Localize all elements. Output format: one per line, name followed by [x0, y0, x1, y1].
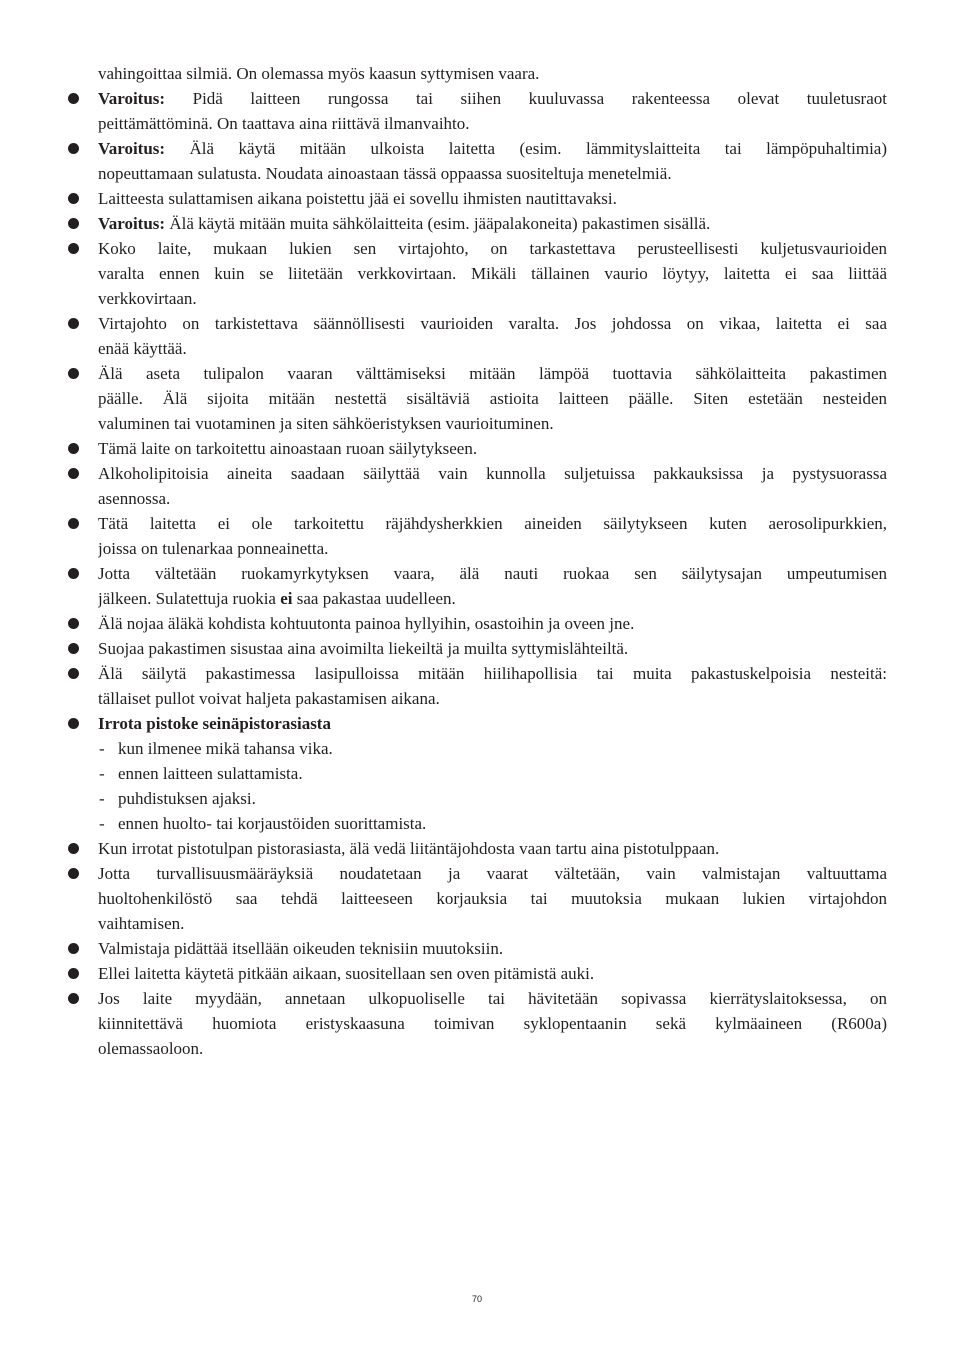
intro-text: vahingoittaa silmiä. On olemassa myös kaasun syttymisen vaara. [98, 64, 540, 83]
list-item-line [0, 836, 954, 861]
list-item-text [98, 336, 887, 361]
text-run: valuminen tai vuotaminen ja siten sähköeristyksen vaurioituminen. [98, 414, 554, 433]
text-run: asennossa. [98, 489, 171, 508]
list-item-line [0, 711, 954, 736]
list-item-line [0, 161, 954, 186]
text-run: nopeuttamaan sulatusta. Noudata ainoastaan tässä oppaassa suositeltuja menetelmiä. [98, 164, 672, 183]
text-run: Tätä laitetta ei ole tarkoitettu räjähdysherkkien aineiden säilytykseen kuten aerosolipurkkien, [98, 514, 887, 533]
text-run: Jotta turvallisuusmääräyksiä noudatetaan ja vaarat vältetään, vain valmistajan valtuuttama [98, 864, 887, 883]
dash-marker: - [99, 789, 105, 808]
bold-emphasis: ei [280, 589, 293, 608]
bullet-icon [68, 518, 79, 529]
text-run: jälkeen. Sulatettuja ruokia [98, 589, 281, 608]
list-item-line [0, 586, 954, 611]
list-item-line [0, 436, 954, 461]
text-run: Alkoholipitoisia aineita saadaan säilyttää vain kunnolla suljetuissa pakkauksissa ja pystysuorassa [98, 464, 887, 483]
list-item-line [0, 286, 954, 311]
sub-list-text: ennen laitteen sulattamista. [118, 764, 303, 783]
list-item-line [0, 511, 954, 536]
list-item-text [98, 836, 887, 861]
bold-label: Varoitus: [98, 139, 166, 158]
text-run: joissa on tulenarkaa ponneainetta. [98, 539, 329, 558]
sub-list-text: ennen huolto- tai korjaustöiden suorittamista. [118, 814, 427, 833]
bullet-icon [68, 218, 79, 229]
bullet-icon [68, 943, 79, 954]
list-item-text [98, 936, 887, 961]
list-item-line [0, 911, 954, 936]
list-item-text [98, 286, 887, 311]
list-item-line [0, 311, 954, 336]
list-item-line [0, 211, 954, 236]
list-item-text [98, 911, 887, 936]
intro-line [0, 61, 954, 86]
list-item-text [98, 161, 887, 186]
text-run: Ellei laitetta käytetä pitkään aikaan, suositellaan sen oven pitämistä auki. [98, 964, 595, 983]
text-run: vaihtamisen. [98, 914, 185, 933]
sub-list-item [0, 736, 954, 761]
list-item-line [0, 361, 954, 386]
list-item-line [0, 536, 954, 561]
bullet-icon [68, 368, 79, 379]
list-item-line [0, 986, 954, 1011]
bullet-icon [68, 443, 79, 454]
list-item-text [98, 536, 887, 561]
text-run: Jos laite myydään, annetaan ulkopuoliselle tai hävitetään sopivassa kierrätyslaitoksessa, on [98, 989, 887, 1008]
list-item-line [0, 486, 954, 511]
list-item-line [0, 861, 954, 886]
bullet-icon [68, 968, 79, 979]
text-run: Laitteesta sulattamisen aikana poistettu jää ei sovellu ihmisten nautittavaksi. [98, 189, 617, 208]
text-run: saa pakastaa uudelleen. [292, 589, 456, 608]
bullet-icon [68, 568, 79, 579]
list-item-line [0, 386, 954, 411]
text-run: Pidä laitteen rungossa tai siihen kuuluvassa rakenteessa olevat tuuletusraot [165, 89, 887, 108]
dash-marker: - [99, 814, 105, 833]
sub-list-text: kun ilmenee mikä tahansa vika. [118, 739, 333, 758]
bullet-icon [68, 993, 79, 1004]
list-item-line [0, 336, 954, 361]
list-item-line [0, 111, 954, 136]
list-item-text [98, 461, 887, 486]
list-item-text [98, 961, 887, 986]
list-item-line [0, 461, 954, 486]
list-item-text [98, 236, 887, 261]
list-item-text [98, 661, 887, 686]
bold-label: Irrota pistoke seinäpistorasiasta [98, 714, 331, 733]
list-item-text [98, 311, 887, 336]
list-item-text [98, 486, 887, 511]
sub-list-text: puhdistuksen ajaksi. [118, 789, 256, 808]
bold-label: Varoitus: [98, 214, 166, 233]
bullet-icon [68, 643, 79, 654]
list-item-text [98, 1011, 887, 1036]
sub-list-item [0, 786, 954, 811]
text-run: Kun irrotat pistotulpan pistorasiasta, älä vedä liitäntäjohdosta vaan tartu aina pistotulppaan. [98, 839, 720, 858]
list-item-text [98, 361, 887, 386]
text-run: päälle. Älä sijoita mitään nestettä sisältäviä astioita laitteen päälle. Siten estetään nesteiden [98, 389, 887, 408]
sub-list-item [0, 761, 954, 786]
bullet-icon [68, 468, 79, 479]
list-item-line [0, 886, 954, 911]
list-item-line [0, 936, 954, 961]
list-item-line [0, 236, 954, 261]
list-item-text [98, 711, 887, 736]
list-item-line [0, 411, 954, 436]
list-item-line [0, 611, 954, 636]
list-item-line [0, 86, 954, 111]
bullet-icon [68, 618, 79, 629]
list-item-text [98, 111, 887, 136]
list-item-text [98, 686, 887, 711]
list-item-text [98, 636, 887, 661]
list-item-line [0, 636, 954, 661]
list-item-text [98, 586, 887, 611]
list-item-text [98, 86, 887, 111]
bullet-icon [68, 93, 79, 104]
dash-marker: - [99, 764, 105, 783]
bullet-icon [68, 718, 79, 729]
list-item-line [0, 661, 954, 686]
list-item-text [98, 436, 887, 461]
bullet-icon [68, 868, 79, 879]
list-item-text [98, 561, 887, 586]
list-item-text [98, 861, 887, 886]
text-run: Virtajohto on tarkistettava säännöllisesti vaurioiden varalta. Jos johdossa on vikaa, laitetta ei saa [98, 314, 887, 333]
text-run: verkkovirtaan. [98, 289, 197, 308]
bullet-icon [68, 243, 79, 254]
bullet-icon [68, 668, 79, 679]
list-item-line [0, 136, 954, 161]
list-item-line [0, 186, 954, 211]
list-item-text [98, 136, 887, 161]
text-run: Tämä laite on tarkoitettu ainoastaan ruoan säilytykseen. [98, 439, 478, 458]
bullet-icon [68, 843, 79, 854]
list-item-text [98, 1036, 887, 1061]
text-run: olemassaoloon. [98, 1039, 204, 1058]
list-item-line [0, 261, 954, 286]
bullet-icon [68, 193, 79, 204]
text-run: Jotta vältetään ruokamyrkytyksen vaara, älä nauti ruokaa sen säilytysajan umpeutumisen [98, 564, 887, 583]
page-number: 70 [471, 1294, 482, 1304]
text-run: Älä käytä mitään muita sähkölaitteita (esim. jääpalakoneita) pakastimen sisällä. [165, 214, 711, 233]
text-run: Älä aseta tulipalon vaaran välttämiseksi mitään lämpöä tuottavia sähkölaitteita pakastimen [98, 364, 887, 383]
text-run: Koko laite, mukaan lukien sen virtajohto, on tarkastettava perusteellisesti kuljetusvaurioiden [98, 239, 887, 258]
bullet-icon [68, 143, 79, 154]
list-item-text [98, 411, 887, 436]
text-run: Älä käytä mitään ulkoista laitetta (esim. lämmityslaitteita tai lämpöpuhaltimia) [165, 139, 887, 158]
list-item-line [0, 1036, 954, 1061]
bullet-icon [68, 318, 79, 329]
text-run: Älä säilytä pakastimessa lasipulloissa mitään hiilihapollisia tai muita pakastuskelpoisia nesteitä: [98, 664, 887, 683]
text-run: tällaiset pullot voivat haljeta pakastamisen aikana. [98, 689, 440, 708]
safety-list [0, 86, 954, 1061]
list-item-text [98, 886, 887, 911]
dash-marker: - [99, 739, 105, 758]
document-page [0, 61, 954, 1061]
list-item-line [0, 686, 954, 711]
list-item-text [98, 611, 887, 636]
list-item-text [98, 261, 887, 286]
bold-label: Varoitus: [98, 89, 166, 108]
list-item-line [0, 961, 954, 986]
list-item-text [98, 986, 887, 1011]
list-item-text [98, 211, 887, 236]
text-run: varalta ennen kuin se liitetään verkkovirtaan. Mikäli tällainen vaurio löytyy, laitetta ei saa liittää [98, 264, 887, 283]
list-item-text [98, 186, 887, 211]
text-run: enää käyttää. [98, 339, 187, 358]
sub-list-item [0, 811, 954, 836]
list-item-text [98, 386, 887, 411]
text-run: Valmistaja pidättää itsellään oikeuden teknisiin muutoksiin. [98, 939, 504, 958]
list-item-line [0, 1011, 954, 1036]
text-run: Suojaa pakastimen sisustaa aina avoimilta liekeiltä ja muilta syttymislähteiltä. [98, 639, 629, 658]
text-run: Älä nojaa äläkä kohdista kohtuutonta painoa hyllyihin, osastoihin ja oveen jne. [98, 614, 635, 633]
list-item-line [0, 561, 954, 586]
text-run: peittämättöminä. On taattava aina riittävä ilmanvaihto. [98, 114, 470, 133]
text-run: kiinnitettävä huomiota eristyskaasuna toimivan syklopentaanin sekä kylmäaineen (R600a) [98, 1014, 887, 1033]
list-item-text [98, 511, 887, 536]
text-run: huoltohenkilöstö saa tehdä laitteeseen korjauksia tai muutoksia mukaan lukien virtajohdon [98, 889, 887, 908]
